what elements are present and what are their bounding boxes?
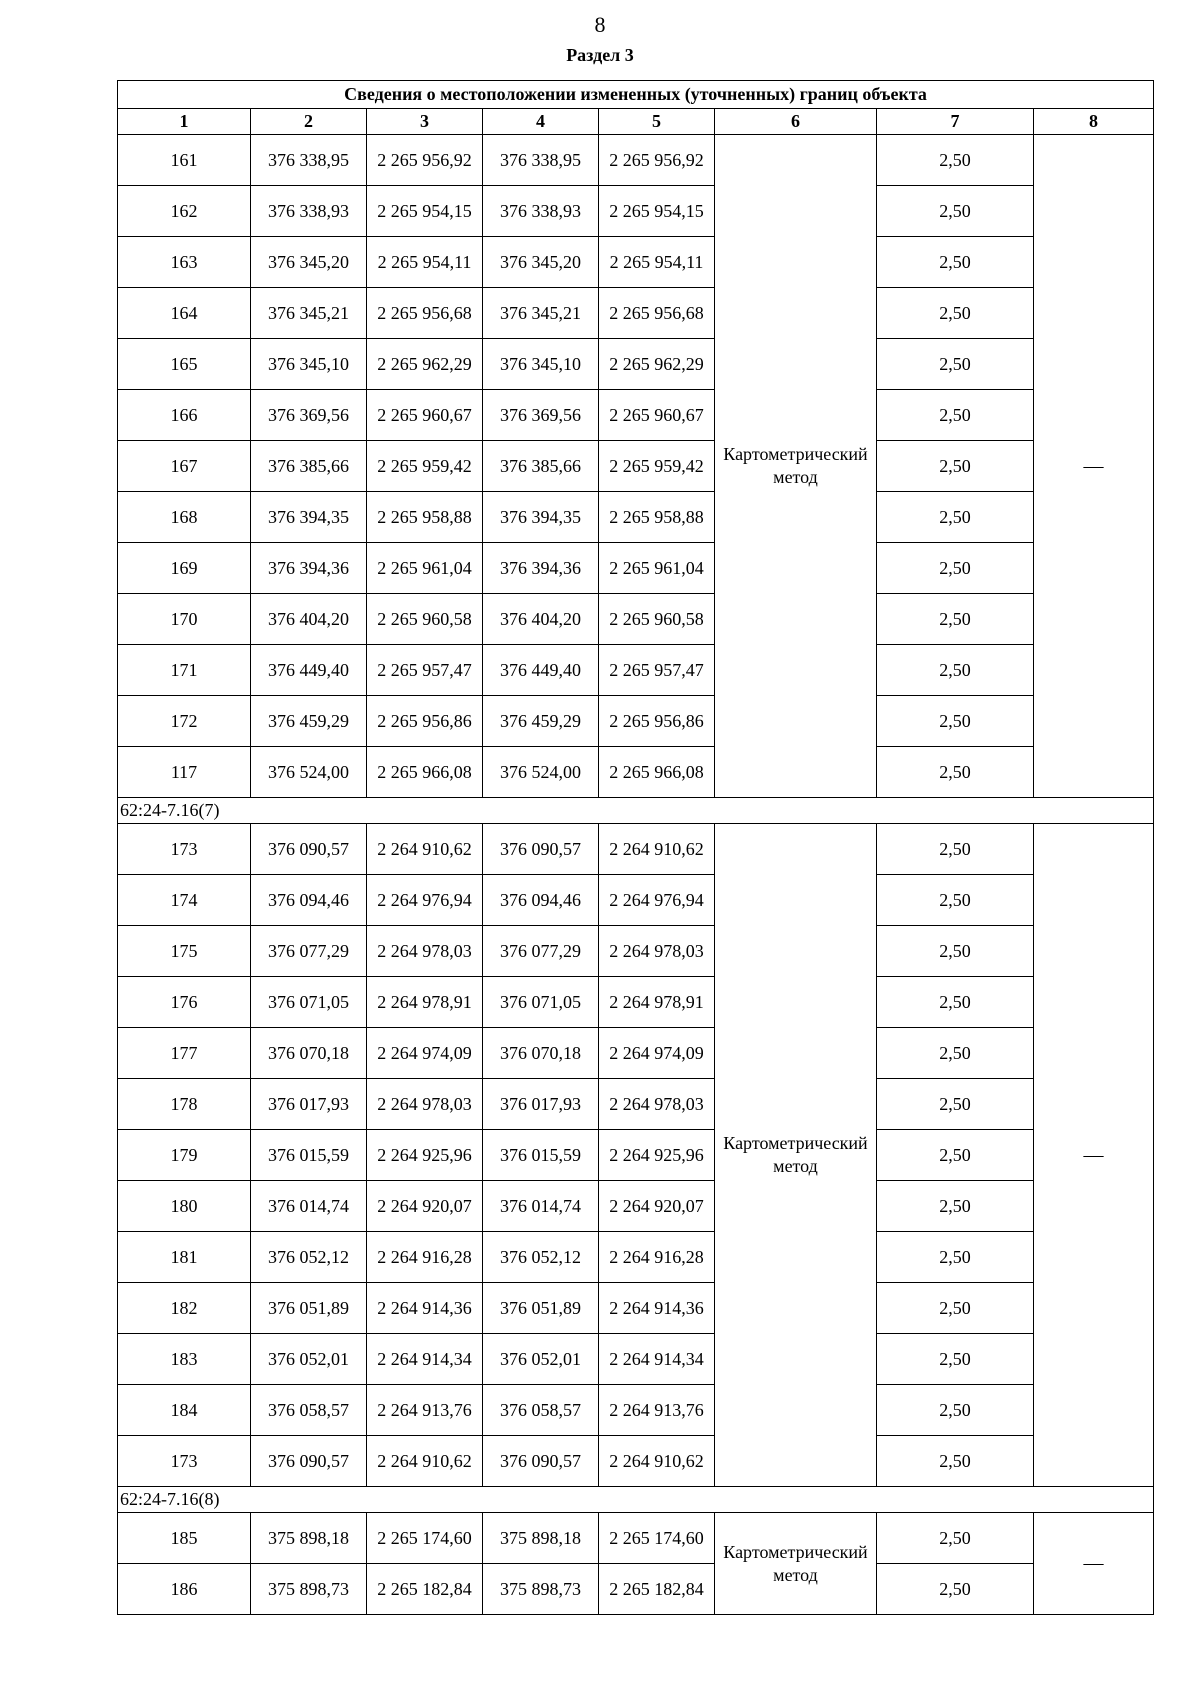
table-cell: 2 265 957,47 [367, 645, 483, 696]
table-cell: 2 265 956,68 [367, 288, 483, 339]
table-cell: 2,50 [877, 1334, 1034, 1385]
table-cell: 2 265 958,88 [367, 492, 483, 543]
table-cell: 2,50 [877, 390, 1034, 441]
table-cell: 376 070,18 [483, 1028, 599, 1079]
table-row [118, 645, 1154, 696]
table-cell: 2 264 976,94 [367, 875, 483, 926]
table-cell: 2 265 182,84 [367, 1564, 483, 1615]
table-cell: 2 265 966,08 [599, 747, 715, 798]
table-cell: 2,50 [877, 977, 1034, 1028]
table-cell: 2 265 954,15 [599, 186, 715, 237]
table-cell: 2 265 966,08 [367, 747, 483, 798]
table-cell: 2 265 961,04 [367, 543, 483, 594]
table-cell: 2 264 914,34 [599, 1334, 715, 1385]
table-cell: 2 265 954,11 [599, 237, 715, 288]
table-cell: 376 058,57 [483, 1385, 599, 1436]
column-header: 6 [715, 109, 877, 135]
table-cell: 376 459,29 [251, 696, 367, 747]
table-row [118, 875, 1154, 926]
table-cell: 2,50 [877, 237, 1034, 288]
table-row [118, 696, 1154, 747]
table-cell: 2 265 960,58 [367, 594, 483, 645]
table-cell: 2 265 956,86 [367, 696, 483, 747]
table-cell: 376 017,93 [251, 1079, 367, 1130]
table-row [118, 1385, 1154, 1436]
table-cell: 175 [118, 926, 251, 977]
table-cell: 2,50 [877, 288, 1034, 339]
table-row [118, 237, 1154, 288]
table-cell: 176 [118, 977, 251, 1028]
column-header: 2 [251, 109, 367, 135]
table-cell: 2,50 [877, 747, 1034, 798]
column-header: 8 [1034, 109, 1154, 135]
table-cell: 376 015,59 [251, 1130, 367, 1181]
table-row [118, 1232, 1154, 1283]
table-cell: 375 898,18 [483, 1513, 599, 1564]
table-cell: 376 345,20 [483, 237, 599, 288]
table-cell: 2 265 962,29 [367, 339, 483, 390]
table-caption: Сведения о местоположении измененных (уточненных) границ объекта [118, 81, 1154, 109]
table-row [118, 1513, 1154, 1564]
table-cell: 376 052,01 [483, 1334, 599, 1385]
table-row [118, 594, 1154, 645]
table-cell: 2 265 956,92 [599, 135, 715, 186]
table-cell: 2,50 [877, 543, 1034, 594]
table-row [118, 135, 1154, 186]
column-8-cell: — [1034, 1513, 1154, 1615]
table-cell: 2 264 978,03 [599, 926, 715, 977]
method-cell: Картометрический метод [715, 824, 877, 1487]
table-cell: 2 265 956,68 [599, 288, 715, 339]
table-cell: 376 077,29 [251, 926, 367, 977]
table-cell: 375 898,73 [483, 1564, 599, 1615]
table-cell: 376 338,95 [251, 135, 367, 186]
table-cell: 2 265 962,29 [599, 339, 715, 390]
table-cell: 2 265 961,04 [599, 543, 715, 594]
table-cell: 376 449,40 [251, 645, 367, 696]
table-cell: 2 264 910,62 [599, 824, 715, 875]
table-cell: 2 264 913,76 [367, 1385, 483, 1436]
table-body [118, 135, 1154, 1615]
table-cell: 2,50 [877, 1079, 1034, 1130]
table-cell: 173 [118, 1436, 251, 1487]
table-cell: 376 404,20 [251, 594, 367, 645]
table-cell: 2 264 925,96 [599, 1130, 715, 1181]
table-cell: 172 [118, 696, 251, 747]
table-cell: 2,50 [877, 1130, 1034, 1181]
table-cell: 376 345,21 [483, 288, 599, 339]
parcel-label-row [118, 1487, 1154, 1513]
table-cell: 2,50 [877, 1181, 1034, 1232]
table-cell: 2,50 [877, 926, 1034, 977]
table-cell: 2 264 978,91 [367, 977, 483, 1028]
table-cell: 2 264 916,28 [599, 1232, 715, 1283]
table-cell: 376 345,20 [251, 237, 367, 288]
table-row [118, 441, 1154, 492]
table-cell: 161 [118, 135, 251, 186]
table-cell: 2 265 957,47 [599, 645, 715, 696]
table-cell: 164 [118, 288, 251, 339]
table-row [118, 1181, 1154, 1232]
table-cell: 173 [118, 824, 251, 875]
column-8-cell: — [1034, 135, 1154, 798]
table-cell: 376 524,00 [483, 747, 599, 798]
table-cell: 182 [118, 1283, 251, 1334]
table-cell: 376 090,57 [251, 1436, 367, 1487]
table-cell: 170 [118, 594, 251, 645]
table-cell: 376 345,10 [483, 339, 599, 390]
table-cell: 2 264 925,96 [367, 1130, 483, 1181]
table-cell: 376 345,10 [251, 339, 367, 390]
table-cell: 117 [118, 747, 251, 798]
boundary-table [117, 80, 1154, 1615]
table-cell: 169 [118, 543, 251, 594]
table-cell: 376 051,89 [483, 1283, 599, 1334]
table-cell: 376 385,66 [251, 441, 367, 492]
table-row [118, 1130, 1154, 1181]
table-cell: 2 264 978,03 [367, 926, 483, 977]
table-row [118, 492, 1154, 543]
table-cell: 376 017,93 [483, 1079, 599, 1130]
column-header: 4 [483, 109, 599, 135]
table-cell: 376 369,56 [483, 390, 599, 441]
table-cell: 376 369,56 [251, 390, 367, 441]
table-cell: 2,50 [877, 1232, 1034, 1283]
table-cell: 183 [118, 1334, 251, 1385]
table-cell: 2,50 [877, 1028, 1034, 1079]
table-cell: 376 051,89 [251, 1283, 367, 1334]
page-number: 8 [594, 12, 606, 37]
table-row [118, 543, 1154, 594]
method-cell: Картометрический метод [715, 135, 877, 798]
table-cell: 165 [118, 339, 251, 390]
table-cell: 376 090,57 [251, 824, 367, 875]
table-cell: 2,50 [877, 875, 1034, 926]
table-cell: 376 052,12 [251, 1232, 367, 1283]
table-cell: 2 265 959,42 [367, 441, 483, 492]
table-cell: 184 [118, 1385, 251, 1436]
section-title: Раздел 3 [566, 45, 634, 65]
table-cell: 2 264 914,34 [367, 1334, 483, 1385]
table-cell: 2,50 [877, 339, 1034, 390]
table-row [118, 1028, 1154, 1079]
table-cell: 2 265 960,67 [599, 390, 715, 441]
table-cell: 376 338,93 [251, 186, 367, 237]
table-cell: 376 385,66 [483, 441, 599, 492]
table-cell: 376 394,35 [251, 492, 367, 543]
table-row [118, 288, 1154, 339]
table-cell: 178 [118, 1079, 251, 1130]
table-cell: 376 524,00 [251, 747, 367, 798]
table-cell: 376 015,59 [483, 1130, 599, 1181]
table-cell: 376 345,21 [251, 288, 367, 339]
table-cell: 2 264 920,07 [599, 1181, 715, 1232]
table-cell: 2 264 976,94 [599, 875, 715, 926]
table-cell: 2 264 914,36 [599, 1283, 715, 1334]
table-cell: 2 265 174,60 [599, 1513, 715, 1564]
table-cell: 376 070,18 [251, 1028, 367, 1079]
table-cell: 2,50 [877, 696, 1034, 747]
method-cell: Картометрический метод [715, 1513, 877, 1615]
table-cell: 376 090,57 [483, 824, 599, 875]
header-row [118, 109, 1154, 135]
table-cell: 376 014,74 [251, 1181, 367, 1232]
table-cell: 376 052,12 [483, 1232, 599, 1283]
table-cell: 376 058,57 [251, 1385, 367, 1436]
table-cell: 2 264 913,76 [599, 1385, 715, 1436]
table-cell: 2,50 [877, 1513, 1034, 1564]
table-cell: 375 898,18 [251, 1513, 367, 1564]
table-cell: 167 [118, 441, 251, 492]
table-cell: 2 264 920,07 [367, 1181, 483, 1232]
table-row [118, 1564, 1154, 1615]
table-row [118, 186, 1154, 237]
table-cell: 376 071,05 [483, 977, 599, 1028]
table-cell: 174 [118, 875, 251, 926]
table-cell: 162 [118, 186, 251, 237]
table-cell: 376 394,35 [483, 492, 599, 543]
table-cell: 2 264 916,28 [367, 1232, 483, 1283]
table-cell: 177 [118, 1028, 251, 1079]
table-cell: 376 094,46 [483, 875, 599, 926]
table-cell: 376 338,95 [483, 135, 599, 186]
table-cell: 186 [118, 1564, 251, 1615]
table-cell: 163 [118, 237, 251, 288]
table-cell: 2,50 [877, 1283, 1034, 1334]
table-cell: 375 898,73 [251, 1564, 367, 1615]
parcel-label-row [118, 798, 1154, 824]
table-cell: 2 265 956,86 [599, 696, 715, 747]
table-cell: 181 [118, 1232, 251, 1283]
table-cell: 2 264 910,62 [367, 1436, 483, 1487]
table-cell: 376 394,36 [483, 543, 599, 594]
column-header: 7 [877, 109, 1034, 135]
table-cell: 2 264 910,62 [599, 1436, 715, 1487]
table-row [118, 1334, 1154, 1385]
parcel-label: 62:24-7.16(7) [118, 798, 1154, 824]
table-cell: 2,50 [877, 594, 1034, 645]
table-cell: 168 [118, 492, 251, 543]
column-8-cell: — [1034, 824, 1154, 1487]
table-cell: 2,50 [877, 1564, 1034, 1615]
table-cell: 376 459,29 [483, 696, 599, 747]
table-row [118, 747, 1154, 798]
table-cell: 2,50 [877, 441, 1034, 492]
table-row [118, 1079, 1154, 1130]
table-cell: 376 052,01 [251, 1334, 367, 1385]
column-header: 3 [367, 109, 483, 135]
parcel-label: 62:24-7.16(8) [118, 1487, 1154, 1513]
table-cell: 376 338,93 [483, 186, 599, 237]
table-cell: 2,50 [877, 135, 1034, 186]
table-row [118, 1283, 1154, 1334]
table-cell: 376 404,20 [483, 594, 599, 645]
table-row [118, 824, 1154, 875]
table-cell: 2 264 974,09 [367, 1028, 483, 1079]
table-cell: 2 265 959,42 [599, 441, 715, 492]
column-header: 5 [599, 109, 715, 135]
table-cell: 2 265 956,92 [367, 135, 483, 186]
table-cell: 376 094,46 [251, 875, 367, 926]
table-cell: 166 [118, 390, 251, 441]
table-cell: 2 264 978,03 [367, 1079, 483, 1130]
table-row [118, 390, 1154, 441]
table-cell: 2 265 182,84 [599, 1564, 715, 1615]
table-cell: 2,50 [877, 1436, 1034, 1487]
table-cell: 2,50 [877, 1385, 1034, 1436]
table-row [118, 926, 1154, 977]
table-cell: 2,50 [877, 824, 1034, 875]
table-row [118, 1436, 1154, 1487]
table-row [118, 339, 1154, 390]
table-cell: 376 014,74 [483, 1181, 599, 1232]
table-cell: 2,50 [877, 645, 1034, 696]
table-row [118, 977, 1154, 1028]
table-cell: 2 265 958,88 [599, 492, 715, 543]
table-cell: 171 [118, 645, 251, 696]
table-cell: 2,50 [877, 492, 1034, 543]
table-cell: 179 [118, 1130, 251, 1181]
table-cell: 376 394,36 [251, 543, 367, 594]
table-cell: 376 090,57 [483, 1436, 599, 1487]
table-cell: 2 265 960,58 [599, 594, 715, 645]
table-cell: 185 [118, 1513, 251, 1564]
table-cell: 2 264 978,03 [599, 1079, 715, 1130]
column-header: 1 [118, 109, 251, 135]
table-cell: 2 264 910,62 [367, 824, 483, 875]
table-cell: 2 265 954,15 [367, 186, 483, 237]
table-cell: 2 265 174,60 [367, 1513, 483, 1564]
table-cell: 180 [118, 1181, 251, 1232]
table-cell: 2,50 [877, 186, 1034, 237]
table-cell: 376 449,40 [483, 645, 599, 696]
table-cell: 376 077,29 [483, 926, 599, 977]
table-cell: 376 071,05 [251, 977, 367, 1028]
table-cell: 2 264 914,36 [367, 1283, 483, 1334]
table-cell: 2 264 974,09 [599, 1028, 715, 1079]
table-cell: 2 264 978,91 [599, 977, 715, 1028]
table-cell: 2 265 954,11 [367, 237, 483, 288]
table-cell: 2 265 960,67 [367, 390, 483, 441]
